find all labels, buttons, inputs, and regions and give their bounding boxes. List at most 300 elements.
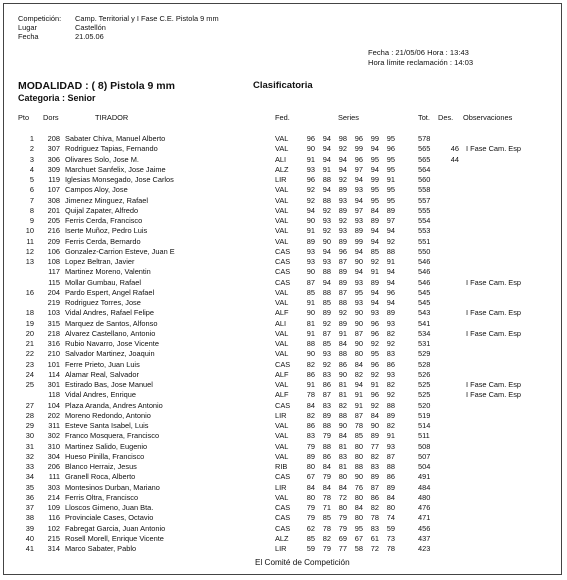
rank-cell: 8 xyxy=(29,205,34,215)
series-score-cell: 95 xyxy=(354,287,363,297)
table-row xyxy=(0,298,567,308)
rank-cell: 23 xyxy=(25,359,34,369)
shooter-name-cell: Rosell Morell, Enrique Vicente xyxy=(65,533,164,543)
series-score-cell: 92 xyxy=(338,175,347,184)
hora-limite-line: Hora límite reclamación : 14:03 xyxy=(368,58,474,67)
series-score-cell: 93 xyxy=(306,246,315,256)
col-header-series: Series xyxy=(338,113,359,122)
series-score-cell: 96 xyxy=(338,246,347,256)
series-score-cell: 96 xyxy=(386,287,395,297)
rank-cell: 3 xyxy=(29,154,34,164)
series-score-cell: 69 xyxy=(338,533,347,543)
series-score-cell: 80 xyxy=(338,472,347,482)
table-row xyxy=(0,206,567,216)
series-score-cell: 96 xyxy=(370,328,379,338)
series-score-cell: 94 xyxy=(338,164,347,174)
series-score-cell: 88 xyxy=(386,246,395,256)
table-row xyxy=(0,524,567,534)
series-score-cell: 58 xyxy=(354,544,363,553)
shooter-name-cell: Provinciale Cases, Octavio xyxy=(65,513,154,523)
series-score-cell: 89 xyxy=(386,205,395,215)
series-score-cell: 89 xyxy=(338,267,347,277)
total-cell: 560 xyxy=(418,175,431,184)
results-table xyxy=(0,134,567,554)
series-score-cell: 86 xyxy=(322,380,331,389)
observation-cell: I Fase Cam. Esp xyxy=(466,277,522,287)
series-score-cell: 90 xyxy=(306,349,315,359)
shooter-name-cell: Plaza Aranda, Andres Antonio xyxy=(65,400,163,410)
series-score-cell: 79 xyxy=(306,441,315,451)
col-header-tot: Tot. xyxy=(418,113,430,122)
series-score-cell: 82 xyxy=(306,410,315,420)
table-row xyxy=(0,226,567,236)
series-score-cell: 90 xyxy=(354,339,363,348)
total-cell: 546 xyxy=(418,267,431,277)
shooter-name-cell: Ferris Oltra, Francisco xyxy=(65,492,139,502)
shooter-name-cell: Iglesias Monsegado, Jose Carlos xyxy=(65,175,174,184)
federation-cell: VAL xyxy=(275,441,289,451)
tiebreak-cell: 44 xyxy=(450,154,459,164)
series-score-cell: 94 xyxy=(354,380,363,389)
series-score-cell: 89 xyxy=(386,482,395,492)
total-cell: 511 xyxy=(418,431,430,441)
rank-cell: 9 xyxy=(29,216,34,225)
total-cell: 555 xyxy=(418,205,431,215)
shooter-name-cell: Ferris Cerda, Bernardo xyxy=(65,236,141,246)
series-score-cell: 99 xyxy=(354,236,363,246)
federation-cell: CAS xyxy=(275,257,291,266)
table-row xyxy=(0,339,567,349)
federation-cell: VAL xyxy=(275,226,289,236)
series-score-cell: 90 xyxy=(354,318,363,328)
table-row xyxy=(0,513,567,523)
series-score-cell: 96 xyxy=(370,318,379,328)
series-score-cell: 87 xyxy=(370,482,379,492)
rank-cell: 20 xyxy=(25,328,34,338)
series-score-cell: 73 xyxy=(386,533,395,543)
rank-cell: 34 xyxy=(25,472,34,482)
rank-cell: 21 xyxy=(25,339,34,348)
series-score-cell: 88 xyxy=(322,287,331,297)
table-row xyxy=(0,370,567,380)
shooter-name-cell: Martinez Salido, Eugenio xyxy=(65,441,148,451)
col-header-pto: Pto xyxy=(18,113,30,122)
series-score-cell: 93 xyxy=(354,298,363,307)
series-score-cell: 94 xyxy=(386,298,395,307)
bib-cell: 214 xyxy=(47,492,60,502)
rank-cell: 28 xyxy=(25,410,34,420)
competition-info xyxy=(18,14,219,41)
series-score-cell: 94 xyxy=(354,195,363,205)
series-score-cell: 92 xyxy=(338,216,347,225)
total-cell: 543 xyxy=(418,308,431,318)
federation-cell: ALI xyxy=(275,154,287,164)
shooter-name-cell: Rodriguez Torres, Jose xyxy=(65,298,141,307)
series-score-cell: 83 xyxy=(338,451,347,461)
series-score-cell: 86 xyxy=(306,369,315,379)
shooter-name-cell: Rubio Navarro, Jose Vicente xyxy=(65,339,159,348)
series-score-cell: 88 xyxy=(322,175,331,184)
series-score-cell: 89 xyxy=(370,472,379,482)
rank-cell: 10 xyxy=(25,226,34,236)
series-score-cell: 96 xyxy=(370,390,379,400)
series-score-cell: 93 xyxy=(322,257,331,266)
series-score-cell: 84 xyxy=(338,339,347,348)
observation-cell: I Fase Cam. Esp xyxy=(466,328,522,338)
series-score-cell: 89 xyxy=(370,277,379,287)
series-score-cell: 94 xyxy=(322,277,331,287)
bib-cell: 215 xyxy=(47,533,60,543)
shooter-name-cell: Hueso Pinilla, Francisco xyxy=(65,451,145,461)
series-score-cell: 90 xyxy=(306,267,315,277)
shooter-name-cell: Ferre Prieto, Juan Luis xyxy=(65,359,140,369)
series-score-cell: 93 xyxy=(386,369,395,379)
federation-cell: VAL xyxy=(275,380,289,389)
series-score-cell: 84 xyxy=(338,482,347,492)
table-row xyxy=(0,237,567,247)
rank-cell: 31 xyxy=(25,441,34,451)
series-score-cell: 92 xyxy=(370,369,379,379)
series-score-cell: 84 xyxy=(322,462,331,471)
series-score-cell: 96 xyxy=(306,175,315,184)
total-cell: 558 xyxy=(418,185,431,195)
title-block xyxy=(18,80,175,103)
total-cell: 531 xyxy=(418,339,431,348)
rank-cell: 24 xyxy=(25,369,34,379)
bib-cell: 206 xyxy=(47,462,60,471)
fecha-hora-line: Fecha : 21/05/06 Hora : 13:43 xyxy=(368,48,469,57)
series-score-cell: 95 xyxy=(386,164,395,174)
series-score-cell: 92 xyxy=(306,185,315,195)
bib-cell: 306 xyxy=(47,154,60,164)
categoria-title: Categoria : Senior xyxy=(18,93,96,103)
federation-cell: CAS xyxy=(275,277,291,287)
shooter-name-cell: Marchuet Sanfelix, Jose Jaime xyxy=(65,164,166,174)
total-cell: 507 xyxy=(418,451,431,461)
series-score-cell: 94 xyxy=(354,267,363,277)
series-score-cell: 82 xyxy=(306,359,315,369)
federation-cell: VAL xyxy=(275,492,289,502)
federation-cell: ALI xyxy=(275,318,287,328)
series-score-cell: 86 xyxy=(322,451,331,461)
series-score-cell: 80 xyxy=(386,503,395,512)
rank-cell: 19 xyxy=(25,318,34,328)
series-score-cell: 95 xyxy=(370,349,379,359)
series-score-cell: 96 xyxy=(306,134,315,143)
bib-cell: 301 xyxy=(47,380,60,389)
fecha-value: 21.05.06 xyxy=(75,32,104,41)
series-score-cell: 88 xyxy=(338,410,347,420)
shooter-name-cell: Vidal Andres, Enrique xyxy=(65,390,136,400)
series-score-cell: 78 xyxy=(386,544,395,553)
bib-cell: 109 xyxy=(47,503,60,512)
series-score-cell: 79 xyxy=(338,523,347,533)
series-score-cell: 67 xyxy=(306,472,315,482)
total-cell: 557 xyxy=(418,195,431,205)
series-score-cell: 89 xyxy=(306,236,315,246)
series-score-cell: 86 xyxy=(306,421,315,430)
series-score-cell: 93 xyxy=(370,308,379,318)
series-score-cell: 95 xyxy=(370,154,379,164)
series-score-cell: 95 xyxy=(386,185,395,195)
series-score-cell: 93 xyxy=(386,318,395,328)
series-score-cell: 91 xyxy=(306,380,315,389)
series-score-cell: 94 xyxy=(306,205,315,215)
series-score-cell: 91 xyxy=(322,164,331,174)
bib-cell: 209 xyxy=(47,236,60,246)
series-score-cell: 86 xyxy=(338,359,347,369)
federation-cell: LIR xyxy=(275,410,287,420)
rank-cell: 27 xyxy=(25,400,34,410)
series-score-cell: 91 xyxy=(386,175,395,184)
rank-cell: 16 xyxy=(25,287,34,297)
federation-cell: RIB xyxy=(275,462,288,471)
table-row xyxy=(0,442,567,452)
bib-cell: 309 xyxy=(47,164,60,174)
series-score-cell: 88 xyxy=(322,267,331,277)
series-score-cell: 92 xyxy=(386,236,395,246)
total-cell: 491 xyxy=(418,472,431,482)
series-score-cell: 84 xyxy=(322,482,331,492)
federation-cell: ALZ xyxy=(275,164,289,174)
series-score-cell: 71 xyxy=(322,503,331,512)
bib-cell: 307 xyxy=(47,144,60,154)
federation-cell: ALF xyxy=(275,308,289,318)
shooter-name-cell: Alamar Real, Salvador xyxy=(65,369,139,379)
col-header-tirador: TIRADOR xyxy=(95,113,129,122)
series-score-cell: 95 xyxy=(386,154,395,164)
series-score-cell: 85 xyxy=(322,339,331,348)
series-score-cell: 88 xyxy=(322,195,331,205)
series-score-cell: 87 xyxy=(306,277,315,287)
series-score-cell: 82 xyxy=(370,503,379,512)
series-score-cell: 86 xyxy=(386,359,395,369)
table-row xyxy=(0,319,567,329)
table-row xyxy=(0,431,567,441)
series-score-cell: 88 xyxy=(322,421,331,430)
series-score-cell: 81 xyxy=(338,441,347,451)
shooter-name-cell: Olivares Solo, Jose M. xyxy=(65,154,139,164)
series-score-cell: 84 xyxy=(386,492,395,502)
footer-signature: El Comité de Competición xyxy=(255,558,350,567)
series-score-cell: 85 xyxy=(322,298,331,307)
federation-cell: ALF xyxy=(275,390,289,400)
rank-cell: 32 xyxy=(25,451,34,461)
series-score-cell: 87 xyxy=(386,451,395,461)
col-header-dors: Dors xyxy=(43,113,59,122)
series-score-cell: 87 xyxy=(322,328,331,338)
rank-cell: 11 xyxy=(26,236,34,246)
series-score-cell: 91 xyxy=(306,154,315,164)
total-cell: 541 xyxy=(418,318,431,328)
series-score-cell: 85 xyxy=(370,246,379,256)
series-score-cell: 88 xyxy=(338,298,347,307)
total-cell: 528 xyxy=(418,359,431,369)
bib-cell: 116 xyxy=(48,513,60,523)
federation-cell: VAL xyxy=(275,451,289,461)
series-score-cell: 96 xyxy=(354,154,363,164)
series-score-cell: 87 xyxy=(354,328,363,338)
shooter-name-cell: Salvador Martinez, Joaquin xyxy=(65,349,155,359)
shooter-name-cell: Granell Roca, Alberto xyxy=(65,472,136,482)
series-score-cell: 80 xyxy=(354,451,363,461)
series-score-cell: 72 xyxy=(370,544,379,553)
rank-cell: 40 xyxy=(25,533,34,543)
series-score-cell: 84 xyxy=(306,400,315,410)
federation-cell: LIR xyxy=(275,544,287,553)
total-cell: 525 xyxy=(418,390,431,400)
federation-cell: VAL xyxy=(275,349,289,359)
table-row xyxy=(0,329,567,339)
series-score-cell: 90 xyxy=(306,308,315,318)
series-score-cell: 89 xyxy=(370,431,379,441)
series-score-cell: 91 xyxy=(386,431,395,441)
shooter-name-cell: Quijal Zapater, Alfredo xyxy=(65,205,139,215)
rank-cell: 13 xyxy=(25,257,34,266)
series-score-cell: 79 xyxy=(322,431,331,441)
series-score-cell: 86 xyxy=(370,492,379,502)
table-row xyxy=(0,452,567,462)
bib-cell: 108 xyxy=(47,257,60,266)
rank-cell: 12 xyxy=(25,246,34,256)
federation-cell: VAL xyxy=(275,328,289,338)
bib-cell: 117 xyxy=(48,267,60,277)
series-score-cell: 95 xyxy=(386,195,395,205)
bib-cell: 115 xyxy=(48,277,60,287)
series-score-cell: 90 xyxy=(354,308,363,318)
series-score-cell: 96 xyxy=(370,359,379,369)
series-score-cell: 89 xyxy=(338,185,347,195)
series-score-cell: 72 xyxy=(338,492,347,502)
series-score-cell: 93 xyxy=(338,226,347,236)
federation-cell: CAS xyxy=(275,513,291,523)
series-score-cell: 95 xyxy=(386,134,395,143)
rank-cell: 6 xyxy=(29,185,34,195)
series-score-cell: 88 xyxy=(322,441,331,451)
series-score-cell: 93 xyxy=(306,257,315,266)
observation-cell: I Fase Cam. Esp xyxy=(466,380,522,389)
rank-cell: 2 xyxy=(29,144,34,154)
table-row xyxy=(0,196,567,206)
bib-cell: 218 xyxy=(47,328,60,338)
total-cell: 471 xyxy=(418,513,431,523)
series-score-cell: 87 xyxy=(354,410,363,420)
series-score-cell: 94 xyxy=(322,246,331,256)
series-score-cell: 89 xyxy=(338,318,347,328)
shooter-name-cell: Rodriguez Tapias, Fernando xyxy=(65,144,158,154)
shooter-name-cell: Ferris Cerda, Francisco xyxy=(65,216,143,225)
bib-cell: 216 xyxy=(47,226,60,236)
rank-cell: 29 xyxy=(25,421,34,430)
total-cell: 578 xyxy=(418,134,431,143)
series-score-cell: 90 xyxy=(354,472,363,482)
series-score-cell: 85 xyxy=(306,287,315,297)
series-score-cell: 88 xyxy=(306,339,315,348)
bib-cell: 310 xyxy=(47,441,60,451)
shooter-name-cell: Pardo Espert, Angel Rafael xyxy=(65,287,155,297)
series-score-cell: 85 xyxy=(306,533,315,543)
shooter-name-cell: Esteve Santa Isabel, Luis xyxy=(65,421,149,430)
series-score-cell: 79 xyxy=(338,513,347,523)
federation-cell: VAL xyxy=(275,205,289,215)
series-score-cell: 89 xyxy=(322,410,331,420)
series-score-cell: 94 xyxy=(322,144,331,154)
series-score-cell: 94 xyxy=(322,154,331,164)
bib-cell: 302 xyxy=(47,431,60,441)
bib-cell: 204 xyxy=(47,287,60,297)
federation-cell: LIR xyxy=(275,175,287,184)
federation-cell: LIR xyxy=(275,482,287,492)
series-score-cell: 85 xyxy=(322,513,331,523)
total-cell: 504 xyxy=(418,462,431,471)
shooter-name-cell: Campos Aloy, Jose xyxy=(65,185,128,195)
series-score-cell: 97 xyxy=(386,216,395,225)
series-score-cell: 94 xyxy=(370,226,379,236)
table-row xyxy=(0,380,567,390)
federation-cell: CAS xyxy=(275,400,291,410)
series-score-cell: 82 xyxy=(386,421,395,430)
table-row xyxy=(0,247,567,257)
series-score-cell: 91 xyxy=(386,257,395,266)
total-cell: 519 xyxy=(418,410,431,420)
series-score-cell: 94 xyxy=(370,298,379,307)
series-score-cell: 77 xyxy=(370,441,379,451)
rank-cell: 25 xyxy=(25,380,34,389)
series-score-cell: 83 xyxy=(322,400,331,410)
series-score-cell: 91 xyxy=(370,380,379,389)
table-row xyxy=(0,216,567,226)
bib-cell: 219 xyxy=(47,298,60,307)
series-score-cell: 90 xyxy=(306,216,315,225)
table-row xyxy=(0,401,567,411)
series-score-cell: 94 xyxy=(370,287,379,297)
competicion-label: Competición: xyxy=(18,14,62,23)
total-cell: 520 xyxy=(418,400,431,410)
series-score-cell: 84 xyxy=(338,431,347,441)
series-score-cell: 89 xyxy=(338,236,347,246)
bib-cell: 208 xyxy=(47,134,60,143)
table-row xyxy=(0,308,567,318)
table-row xyxy=(0,144,567,154)
federation-cell: VAL xyxy=(275,195,289,205)
bib-cell: 103 xyxy=(47,308,60,318)
fecha-label: Fecha xyxy=(18,32,39,41)
total-cell: 437 xyxy=(418,533,431,543)
table-row xyxy=(0,390,567,400)
rank-cell: 7 xyxy=(29,195,34,205)
bib-cell: 308 xyxy=(47,195,60,205)
series-score-cell: 59 xyxy=(306,544,315,553)
series-score-cell: 78 xyxy=(322,492,331,502)
series-score-cell: 89 xyxy=(338,277,347,287)
series-score-cell: 79 xyxy=(306,503,315,512)
series-score-cell: 80 xyxy=(338,503,347,512)
series-score-cell: 93 xyxy=(322,216,331,225)
federation-cell: VAL xyxy=(275,339,289,348)
shooter-name-cell: Jimenez Minguez, Rafael xyxy=(65,195,148,205)
series-score-cell: 92 xyxy=(338,144,347,154)
shooter-name-cell: Alvarez Castellano, Antonio xyxy=(65,328,156,338)
total-cell: 508 xyxy=(418,441,431,451)
total-cell: 554 xyxy=(418,216,431,225)
bib-cell: 303 xyxy=(47,482,60,492)
bib-cell: 111 xyxy=(48,472,60,482)
series-score-cell: 84 xyxy=(370,205,379,215)
series-score-cell: 87 xyxy=(322,390,331,400)
series-score-cell: 94 xyxy=(386,277,395,287)
bib-cell: 304 xyxy=(47,451,60,461)
series-score-cell: 94 xyxy=(354,246,363,256)
